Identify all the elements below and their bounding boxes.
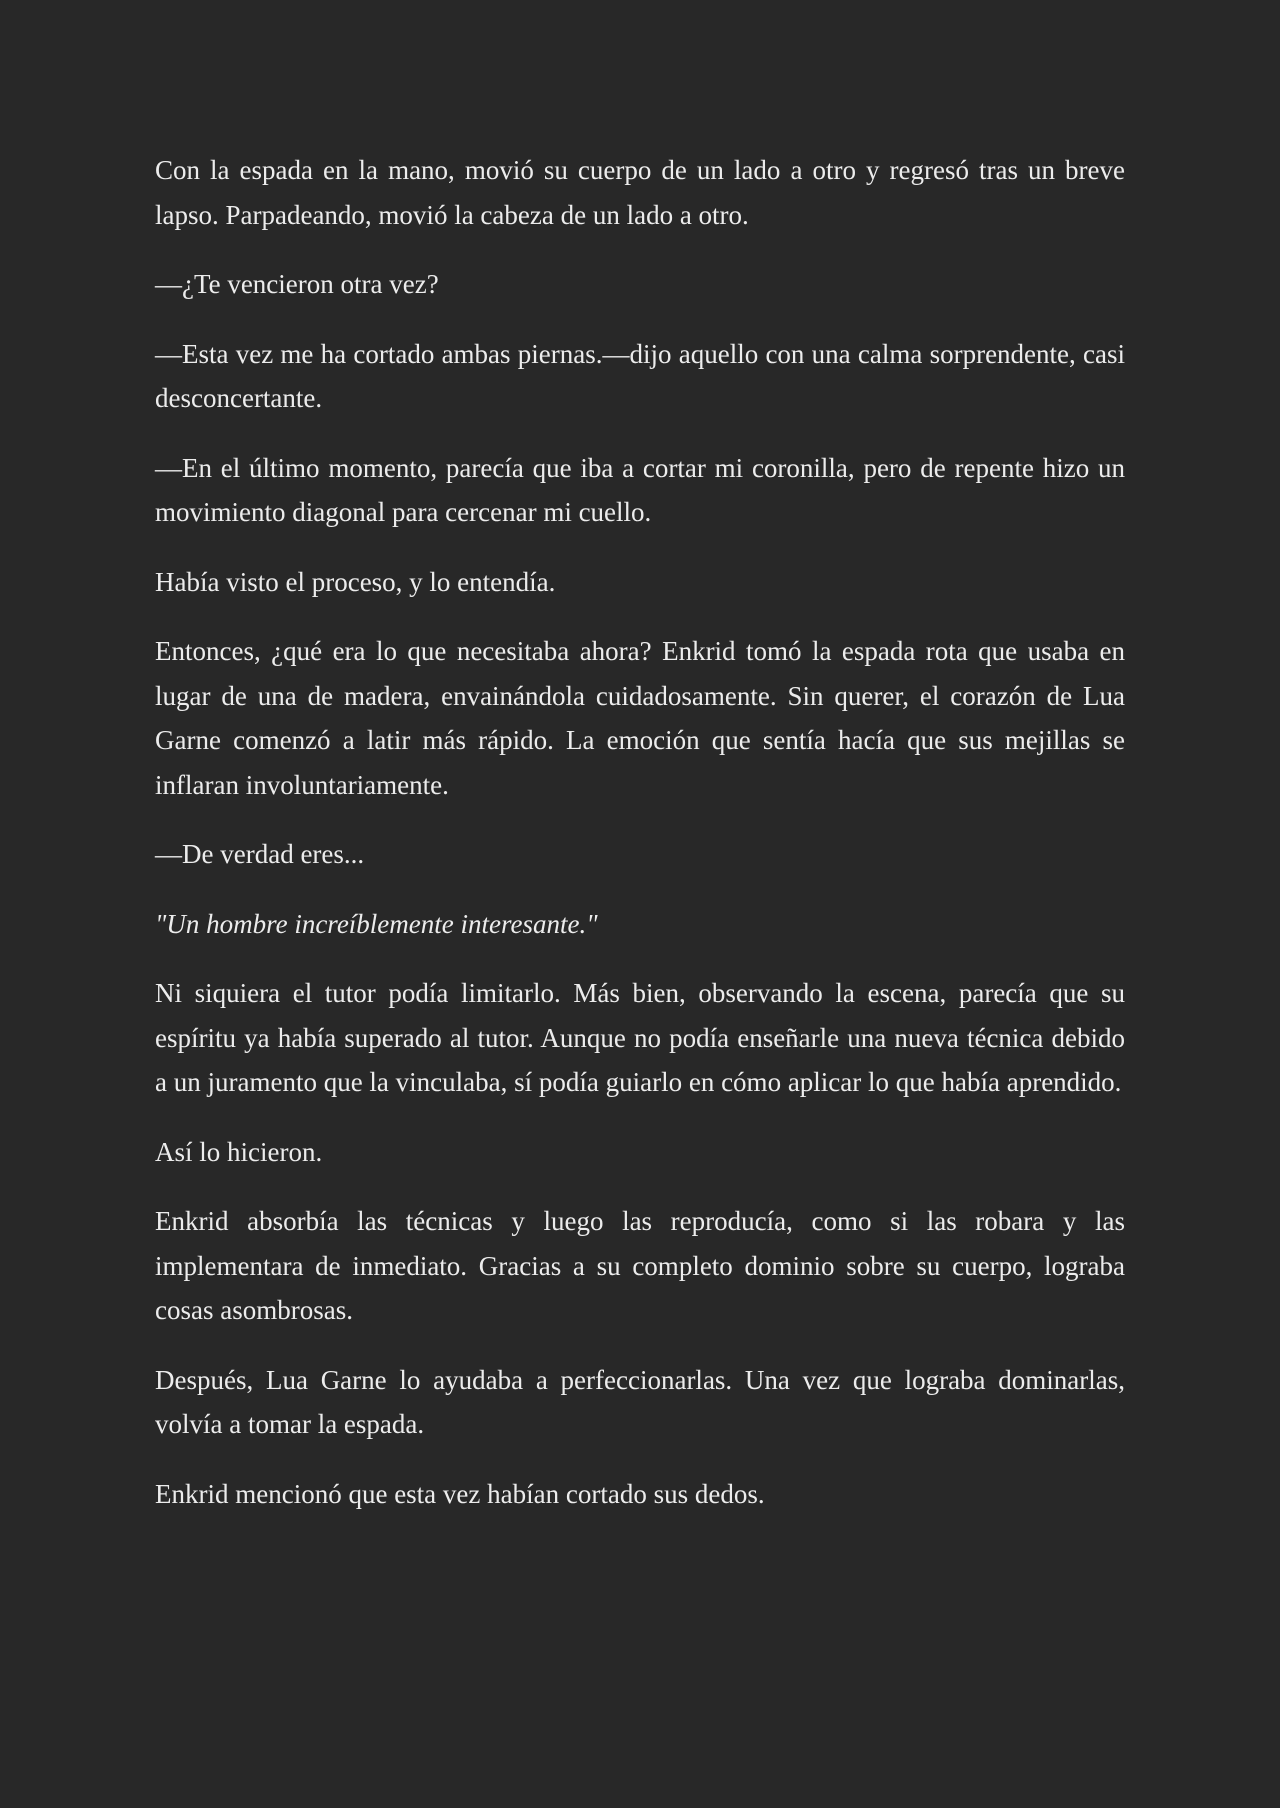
paragraph: Enkrid absorbía las técnicas y luego las reproducía, como si las robara y las implementara de inmediato. Gracias a su completo dominio sobre su cuerpo, lograba cosas asombrosas. xyxy=(155,1206,1125,1325)
paragraph-italic: "Un hombre increíblemente interesante." xyxy=(155,908,598,939)
paragraph: Con la espada en la mano, movió su cuerpo de un lado a otro y regresó tras un breve lapso. Parpadeando, movió la cabeza de un lado a otro. xyxy=(155,155,1125,230)
paragraph: —Esta vez me ha cortado ambas piernas.—dijo aquello con una calma sorprendente, casi desconcertante. xyxy=(155,338,1125,413)
paragraph: Así lo hicieron. xyxy=(155,1136,323,1167)
chapter-text xyxy=(155,148,1125,1541)
paragraph: Enkrid mencionó que esta vez habían cortado sus dedos. xyxy=(155,1478,765,1509)
paragraph: Entonces, ¿qué era lo que necesitaba ahora? Enkrid tomó la espada rota que usaba en lugar de una de madera, envainándola cuidadosamente. Sin querer, el corazón de Lua Garne comenzó a latir más rápido. La emoción que sentía hacía que sus mejillas se inflaran involuntariamente. xyxy=(155,636,1125,800)
paragraph: —En el último momento, parecía que iba a cortar mi coronilla, pero de repente hizo un movimiento diagonal para cercenar mi cuello. xyxy=(155,452,1125,527)
paragraph: —De verdad eres... xyxy=(155,839,365,869)
paragraph: Ni siquiera el tutor podía limitarlo. Más bien, observando la escena, parecía que su espíritu ya había superado al tutor. Aunque no podía enseñarle una nueva técnica debido a un juramento que la vinculaba, sí podía guiarlo en cómo aplicar lo que había aprendido. xyxy=(155,978,1125,1097)
paragraph: Había visto el proceso, y lo entendía. xyxy=(155,566,556,597)
paragraph: Después, Lua Garne lo ayudaba a perfeccionarlas. Una vez que lograba dominarlas, volvía a tomar la espada. xyxy=(155,1364,1125,1439)
paragraph: —¿Te vencieron otra vez? xyxy=(155,269,439,299)
